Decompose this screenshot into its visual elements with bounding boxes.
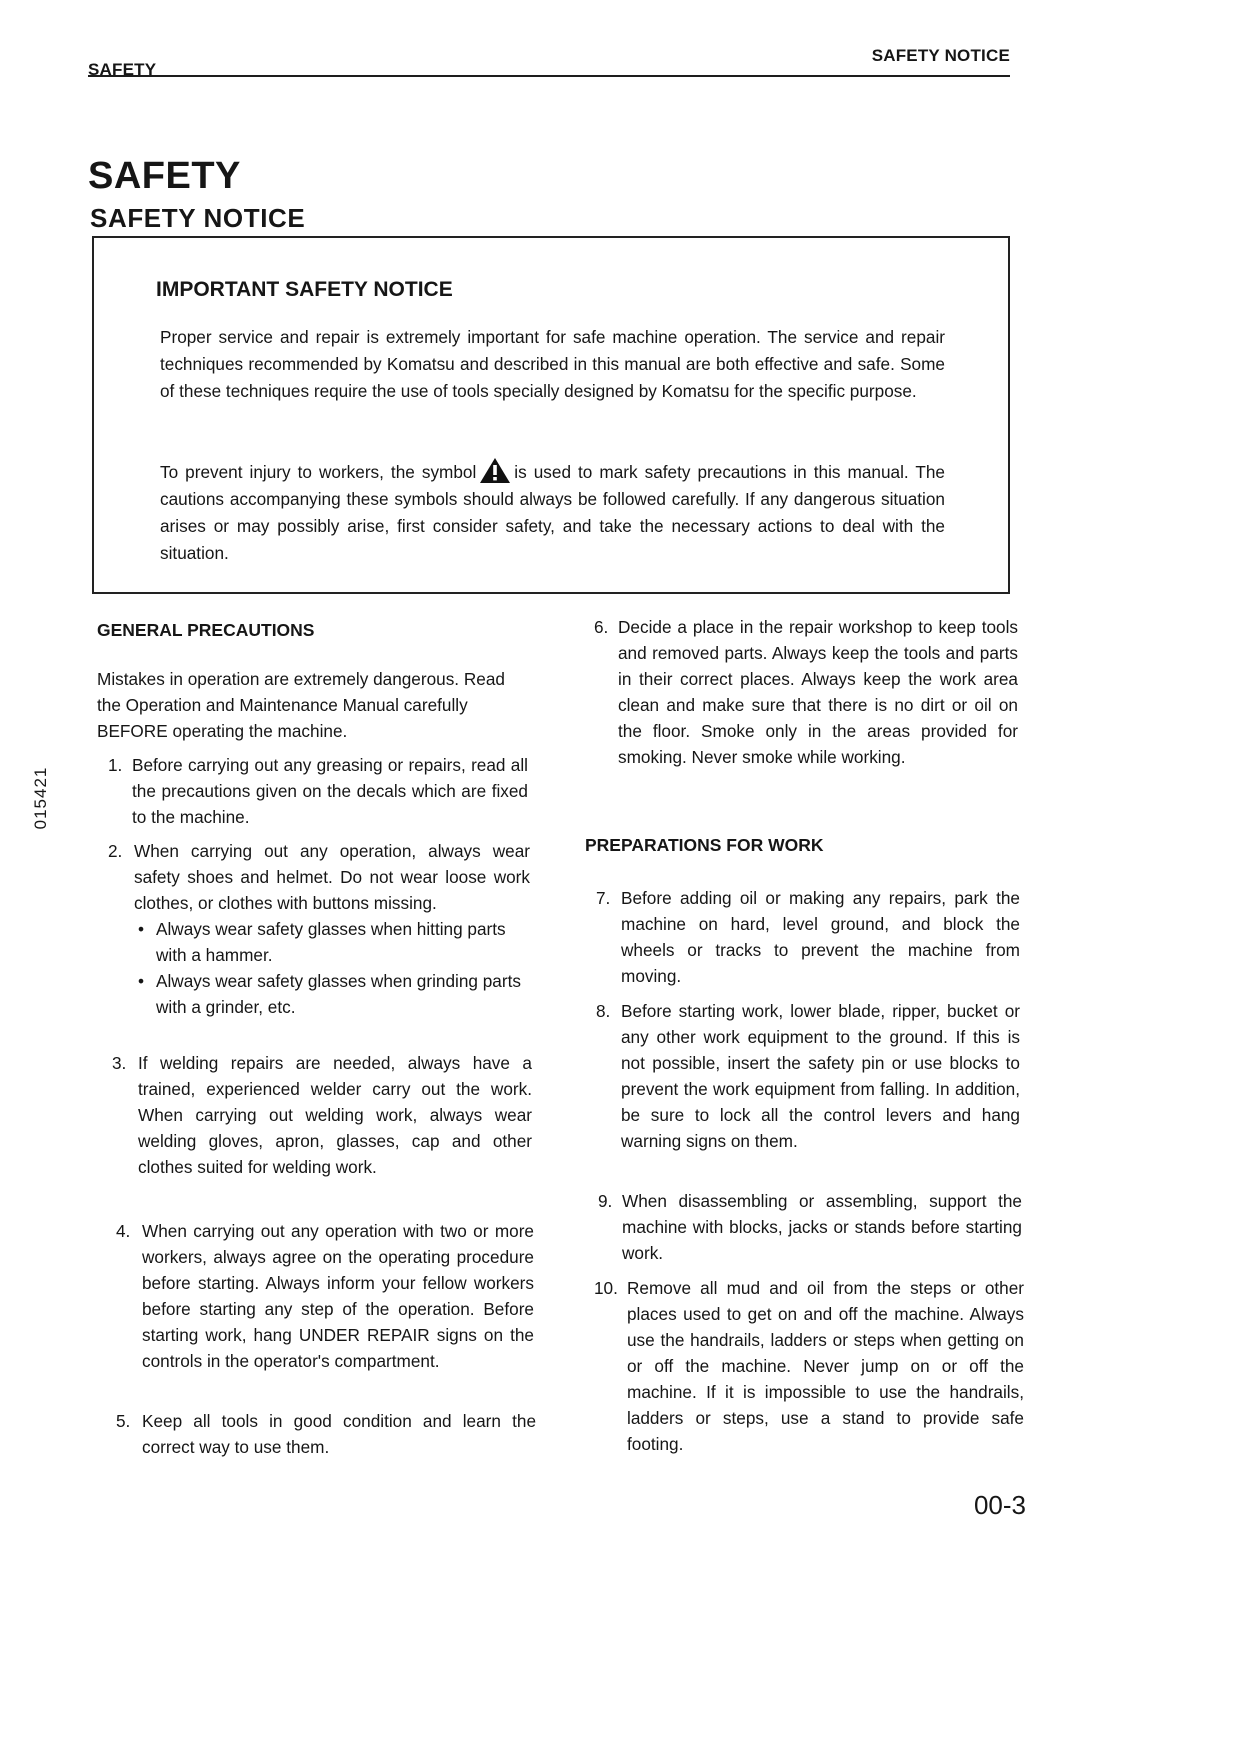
page-number: 00-3 <box>973 1490 1026 1520</box>
bullet-text: Always wear safety glasses when grinding parts with a grinder, etc. <box>156 971 521 1017</box>
general-precautions-intro: Mistakes in operation are extremely dangerous. Read the Operation and Maintenance Manual carefully BEFORE operating the machine. <box>97 669 505 741</box>
item-number: 6. <box>594 617 609 637</box>
item-text: When carrying out any operation with two or more workers, always agree on the operating procedure before starting. Always inform your fellow workers before starting any step of the operation. Before starting work, hang UNDER REPAIR signs on the controls in the operator's compartment. <box>142 1221 534 1371</box>
list-item <box>116 1408 536 1460</box>
list-item <box>594 614 1018 770</box>
item-text: Keep all tools in good condition and learn the correct way to use them. <box>142 1411 536 1457</box>
item-text: Before carrying out any greasing or repairs, read all the precautions given on the decals which are fixed to the machine. <box>132 755 528 827</box>
notice-paragraph-2-lead: To prevent injury to workers, the symbol <box>160 462 477 482</box>
bullet-item <box>134 916 530 968</box>
item-text: Remove all mud and oil from the steps or other places used to get on and off the machine. Always use the handrails, ladders or steps when getting on or off the machine. Never jump on or off the machine. If it is impossible to use the handrails, ladders or steps, use a stand to provide safe footing. <box>627 1278 1024 1454</box>
list-item <box>594 1275 1024 1457</box>
item-number: 8. <box>596 1001 611 1021</box>
notice-paragraph-2 <box>160 457 945 567</box>
list-item <box>108 752 528 830</box>
warning-triangle-icon <box>479 457 511 484</box>
side-document-code: 015421 <box>31 766 50 830</box>
item-text: Before starting work, lower blade, ripper, bucket or any other work equipment to the ground. If this is not possible, insert the safety pin or use blocks to prevent the work equipment from falling. In addition, be sure to lock all the control levers and hang warning signs on them. <box>621 1001 1020 1151</box>
item-text: Before adding oil or making any repairs, park the machine on hard, level ground, and block the wheels or tracks to prevent the machine from moving. <box>621 888 1020 986</box>
item-number: 3. <box>112 1053 127 1073</box>
item-number: 4. <box>116 1221 131 1241</box>
preparations-heading: PREPARATIONS FOR WORK <box>585 835 824 855</box>
list-item <box>112 1050 532 1180</box>
running-header-left: SAFETY <box>88 60 157 79</box>
notice-paragraph-2-tail: is used to mark safety precautions in this manual. The cautions accompanying these symbols should always be followed carefully. If any dangerous situation arises or may possibly arise, first consider safety, and take the necessary actions to deal with the situation. <box>160 462 945 563</box>
item-number: 10. <box>594 1278 618 1298</box>
item-text: Decide a place in the repair workshop to keep tools and removed parts. Always keep the tools and parts in their correct places. Always keep the work area clean and make sure that there is no dirt or oil on the floor. Smoke only in the areas provided for smoking. Never smoke while working. <box>618 617 1018 767</box>
list-item <box>598 1188 1022 1266</box>
item-number: 2. <box>108 841 123 861</box>
bullet-dot: • <box>138 919 145 939</box>
item-text: If welding repairs are needed, always have a trained, experienced welder carry out the work. When carrying out welding work, always wear welding gloves, apron, glasses, cap and other clothes suited for welding work. <box>138 1053 532 1177</box>
page-title: SAFETY <box>88 155 241 197</box>
item-number: 7. <box>596 888 611 908</box>
running-header-right: SAFETY NOTICE <box>871 46 1010 65</box>
bullet-dot: • <box>138 971 145 991</box>
item-number: 9. <box>598 1191 613 1211</box>
list-item <box>116 1218 534 1374</box>
bullet-item <box>134 968 530 1020</box>
item-text: When disassembling or assembling, support the machine with blocks, jacks or stands before starting work. <box>622 1191 1022 1263</box>
item-number: 1. <box>108 755 123 775</box>
list-item <box>596 998 1020 1154</box>
general-precautions-heading: GENERAL PRECAUTIONS <box>97 620 315 640</box>
notice-paragraph-1: Proper service and repair is extremely important for safe machine operation. The service and repair techniques recommended by Komatsu and described in this manual are both effective and safe. Some of these techniques require the use of tools specially designed by Komatsu for the specific purpose. <box>160 327 945 401</box>
notice-heading: IMPORTANT SAFETY NOTICE <box>156 278 453 301</box>
bullet-text: Always wear safety glasses when hitting parts with a hammer. <box>156 919 506 965</box>
list-item <box>596 885 1020 989</box>
item-number: 5. <box>116 1411 131 1431</box>
item-text: When carrying out any operation, always wear safety shoes and helmet. Do not wear loose work clothes, or clothes with buttons missing. <box>134 841 530 913</box>
list-item <box>108 838 530 1020</box>
page-subtitle: SAFETY NOTICE <box>90 203 306 233</box>
header-rule <box>88 75 1010 77</box>
